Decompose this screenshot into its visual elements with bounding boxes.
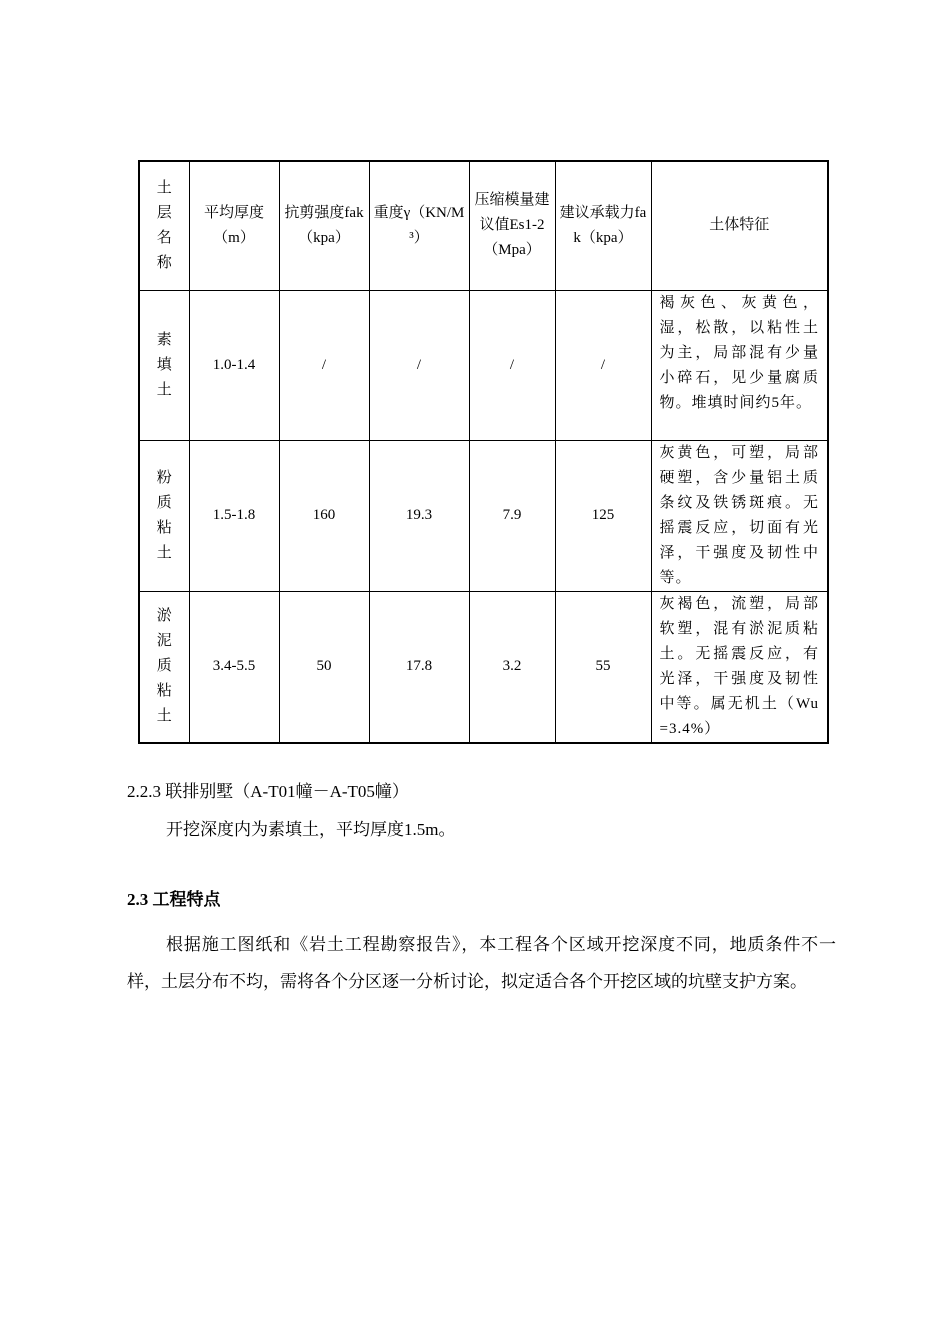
cell-bearing-capacity: 125 [555,440,651,591]
header-unit-weight: 重度γ（KN/M³） [369,161,469,290]
header-soil-name: 土层名称 [139,161,189,290]
cell-compression-modulus: 7.9 [469,440,555,591]
soil-properties-table [138,160,829,744]
cell-soil-name: 淤泥质粘土 [139,591,189,743]
cell-shear-strength: 160 [279,440,369,591]
cell-unit-weight: 19.3 [369,440,469,591]
cell-soil-name: 粉质粘土 [139,440,189,591]
header-shear-strength: 抗剪强度fak（kpa） [279,161,369,290]
header-soil-features: 土体特征 [651,161,828,290]
subsection-body: 开挖深度内为素填土，平均厚度1.5m。 [166,820,456,839]
cell-shear-strength: 50 [279,591,369,743]
cell-unit-weight: 17.8 [369,591,469,743]
section-heading: 2.3 工程特点 [127,890,221,909]
cell-bearing-capacity: 55 [555,591,651,743]
cell-shear-strength: / [279,290,369,440]
header-compression-modulus: 压缩模量建议值Es1-2（Mpa） [469,161,555,290]
cell-compression-modulus: 3.2 [469,591,555,743]
cell-soil-features: 灰黄色，可塑，局部硬塑，含少量铝土质条纹及铁锈斑痕。无摇震反应，切面有光泽，干强度及韧性中等。 [651,440,828,591]
cell-compression-modulus: / [469,290,555,440]
table-row [139,591,828,743]
cell-thickness: 3.4-5.5 [189,591,279,743]
cell-soil-name: 素填土 [139,290,189,440]
cell-thickness: 1.5-1.8 [189,440,279,591]
cell-unit-weight: / [369,290,469,440]
table-header-row [139,161,828,290]
header-bearing-capacity: 建议承载力fak（kpa） [555,161,651,290]
section-paragraph: 根据施工图纸和《岩土工程勘察报告》，本工程各个区域开挖深度不同，地质条件不一样，土层分布不均，需将各个分区逐一分析讨论，拟定适合各个开挖区域的坑壁支护方案。 [127,935,836,991]
table-row [139,290,828,440]
cell-bearing-capacity: / [555,290,651,440]
subsection-heading: 2.2.3 联排别墅（A-T01幢－A-T05幢） [127,782,409,801]
cell-soil-features: 灰褐色，流塑，局部软塑，混有淤泥质粘土。无摇震反应，有光泽，干强度及韧性中等。属无机土（Wu=3.4%） [651,591,828,743]
cell-thickness: 1.0-1.4 [189,290,279,440]
table-row [139,440,828,591]
header-thickness: 平均厚度（m） [189,161,279,290]
cell-soil-features: 褐灰色、灰黄色，湿，松散，以粘性土为主，局部混有少量小碎石，见少量腐质物。堆填时间约5年。 [651,290,828,440]
